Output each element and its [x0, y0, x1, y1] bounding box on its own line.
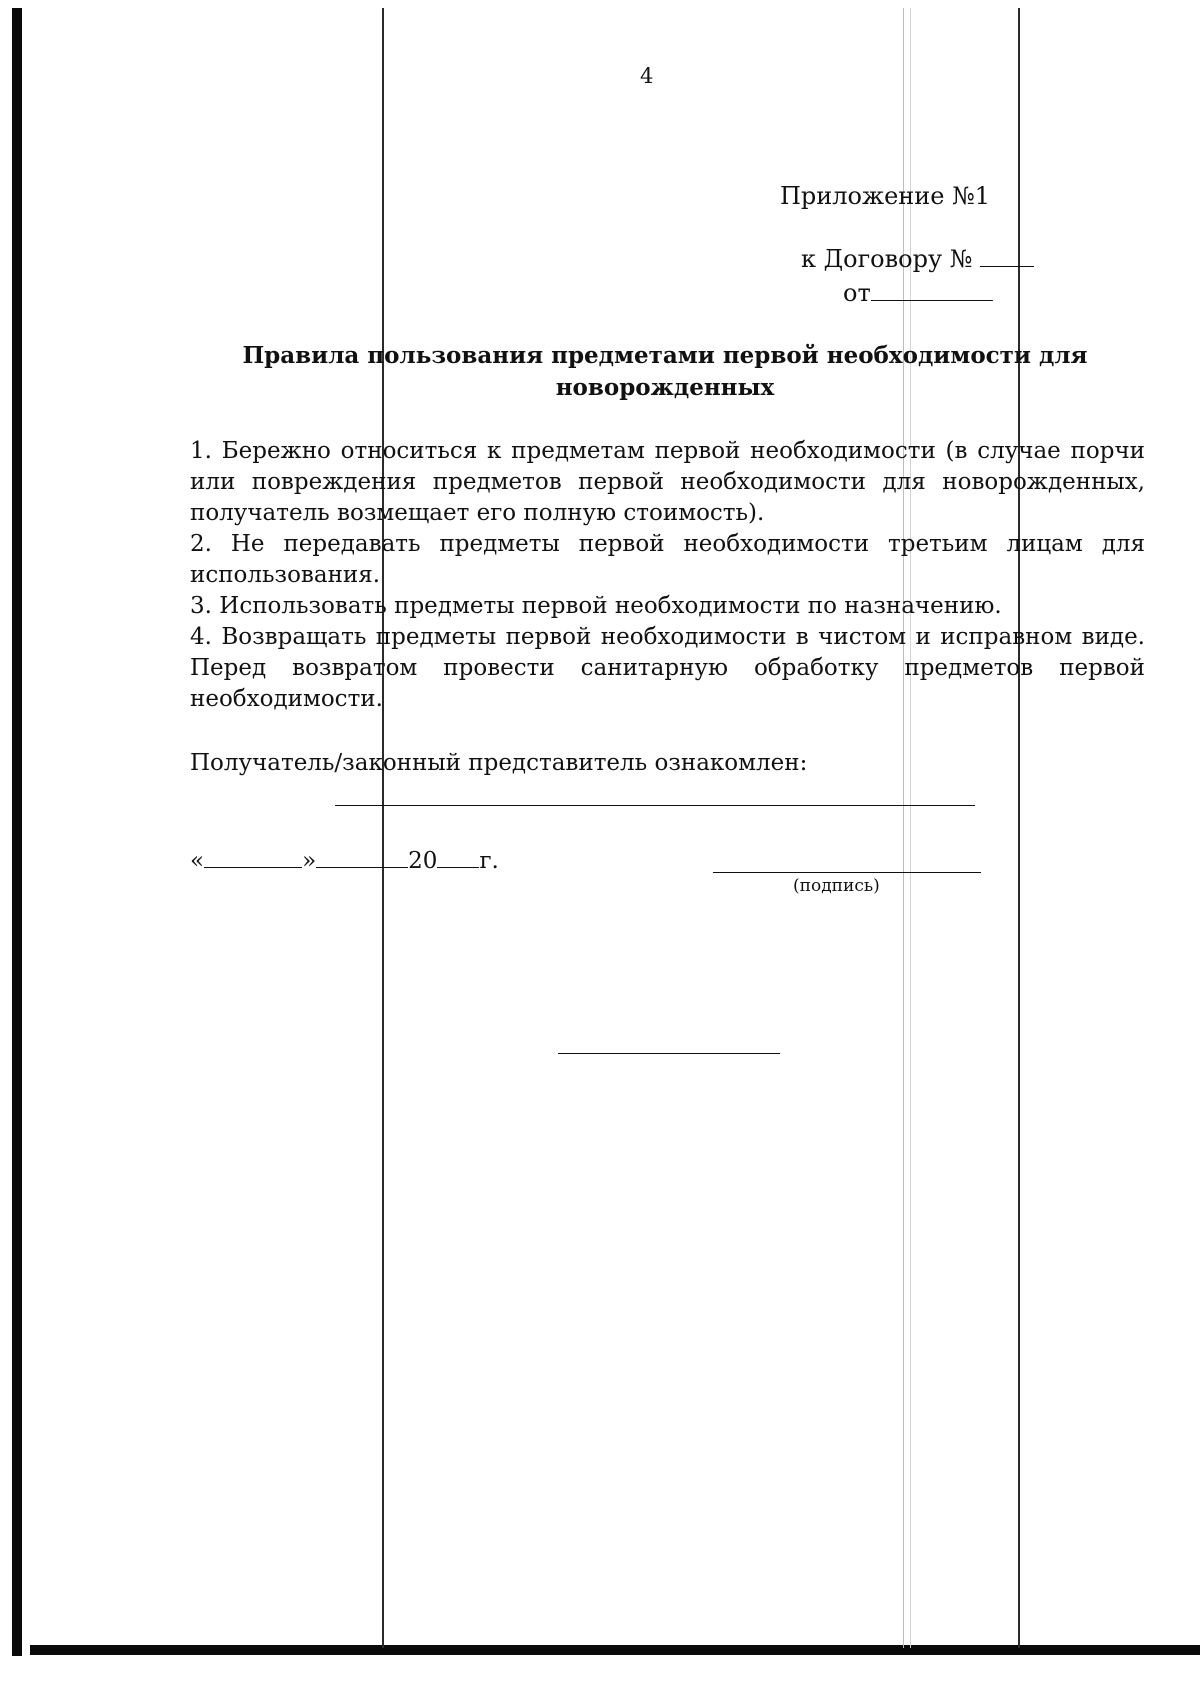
year-blank: [437, 845, 479, 868]
name-blank-line: [335, 805, 975, 806]
acknowledgement-text: Получатель/законный представитель ознакомлен:: [190, 750, 808, 776]
date-field: [190, 845, 499, 874]
close-quote: »: [302, 848, 317, 874]
month-blank: [316, 845, 408, 868]
annex-title: Приложение №1: [780, 182, 991, 210]
scan-border-bottom: [30, 1645, 1200, 1655]
contract-date-blank: [871, 278, 993, 301]
rules-list: [190, 436, 1145, 715]
rule-item: 4. Возвращать предметы первой необходимости в чистом и исправном виде. Перед возвратом провести санитарную обработку предметов первой необходимости.: [190, 624, 1145, 712]
end-divider: [558, 1053, 780, 1054]
year-prefix: 20: [408, 848, 438, 874]
signature-line: [713, 872, 981, 873]
contract-reference: [801, 244, 1034, 273]
contract-date: [843, 278, 993, 307]
year-suffix: г.: [479, 848, 499, 874]
contract-label: к Договору №: [801, 245, 973, 273]
day-blank: [204, 845, 302, 868]
rule-item: 2. Не передавать предметы первой необходимости третьим лицам для использования.: [190, 531, 1145, 588]
open-quote: «: [190, 848, 205, 874]
rule-item: 3. Использовать предметы первой необходимости по назначению.: [190, 593, 1002, 619]
scan-border-left: [12, 8, 22, 1656]
scan-artifact-line: [382, 8, 384, 1648]
contract-number-blank: [980, 244, 1034, 267]
annex-heading: [780, 182, 990, 210]
page-number: 4: [640, 64, 654, 88]
rule-item: 1. Бережно относиться к предметам первой необходимости (в случае порчи или повреждения предметов первой необходимости для новорожденных, получатель возмещает его полную стоимость).: [190, 438, 1145, 526]
document-title: Правила пользования предметами первой необходимости для новорожденных: [242, 342, 1088, 401]
signature-caption: (подпись): [793, 876, 880, 896]
contract-date-label: от: [843, 279, 871, 307]
